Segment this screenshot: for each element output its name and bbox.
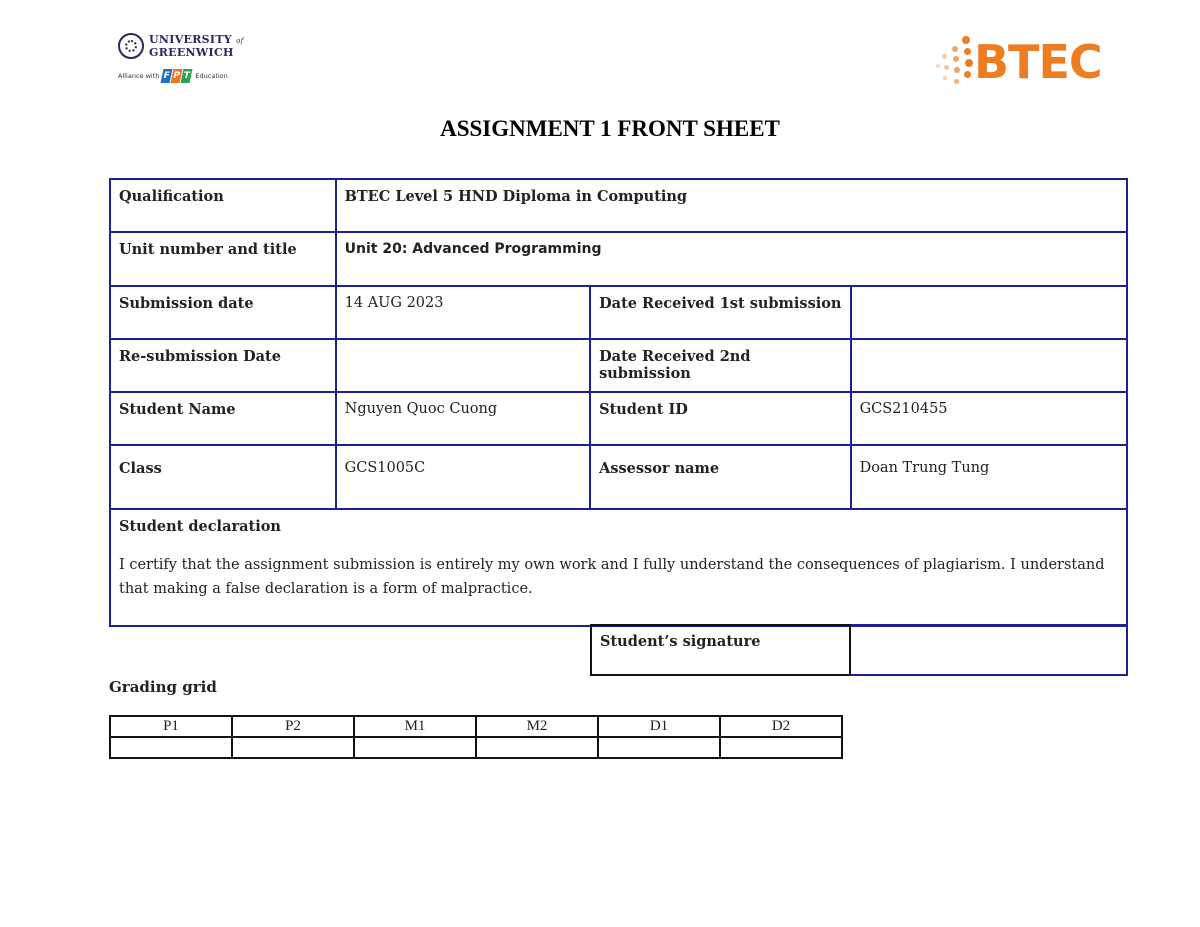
grade-header-d1: D1 bbox=[598, 716, 720, 737]
grade-cell-m2[interactable] bbox=[476, 737, 598, 758]
declaration-title: Student declaration bbox=[119, 518, 281, 535]
grading-header-row bbox=[110, 716, 842, 737]
grade-header-m2: M2 bbox=[476, 716, 598, 737]
date-received-2-value[interactable] bbox=[851, 339, 1127, 392]
grade-cell-d2[interactable] bbox=[720, 737, 842, 758]
signature-label: Student’s signature bbox=[590, 624, 851, 676]
grade-header-p2: P2 bbox=[232, 716, 354, 737]
table-row bbox=[110, 232, 1127, 286]
front-sheet-table bbox=[109, 178, 1128, 627]
assessor-value[interactable]: Doan Trung Tung bbox=[851, 445, 1127, 509]
grade-header-p1: P1 bbox=[110, 716, 232, 737]
signature-row bbox=[590, 624, 1128, 676]
date-received-1-label: Date Received 1st submission bbox=[590, 286, 850, 339]
declaration-row bbox=[110, 509, 1127, 626]
grade-cell-d1[interactable] bbox=[598, 737, 720, 758]
student-id-value[interactable]: GCS210455 bbox=[851, 392, 1127, 445]
grade-header-m1: M1 bbox=[354, 716, 476, 737]
university-of-greenwich-logo bbox=[118, 33, 248, 97]
unit-value: Unit 20: Advanced Programming bbox=[336, 232, 1127, 286]
logo-greenwich-text: GREENWICH bbox=[149, 45, 234, 59]
grade-header-d2: D2 bbox=[720, 716, 842, 737]
grading-grid-table bbox=[109, 715, 843, 759]
submission-date-label: Submission date bbox=[110, 286, 336, 339]
student-name-value[interactable]: Nguyen Quoc Cuong bbox=[336, 392, 590, 445]
date-received-2-label: Date Received 2nd submission bbox=[590, 339, 850, 392]
submission-date-value[interactable]: 14 AUG 2023 bbox=[336, 286, 590, 339]
grade-cell-p1[interactable] bbox=[110, 737, 232, 758]
signature-field[interactable] bbox=[851, 624, 1128, 676]
grading-grid-title: Grading grid bbox=[109, 678, 217, 696]
class-value[interactable]: GCS1005C bbox=[336, 445, 590, 509]
page-title: ASSIGNMENT 1 FRONT SHEET bbox=[440, 116, 780, 141]
table-row bbox=[110, 339, 1127, 392]
table-row bbox=[110, 392, 1127, 445]
class-label: Class bbox=[110, 445, 336, 509]
greenwich-emblem-icon bbox=[118, 33, 144, 59]
table-row bbox=[110, 445, 1127, 509]
assessor-label: Assessor name bbox=[590, 445, 850, 509]
table-row bbox=[110, 286, 1127, 339]
logo-university-text: UNIVERSITY bbox=[149, 32, 232, 46]
fpt-letter-t: T bbox=[182, 71, 192, 81]
grade-cell-m1[interactable] bbox=[354, 737, 476, 758]
resubmission-date-value[interactable] bbox=[336, 339, 590, 392]
unit-label: Unit number and title bbox=[110, 232, 336, 286]
qualification-label: Qualification bbox=[110, 179, 336, 232]
student-declaration bbox=[110, 509, 1127, 626]
alliance-suffix: Education bbox=[195, 72, 228, 80]
resubmission-date-label: Re-submission Date bbox=[110, 339, 336, 392]
btec-dots-icon bbox=[936, 34, 978, 90]
student-id-label: Student ID bbox=[590, 392, 850, 445]
qualification-value: BTEC Level 5 HND Diploma in Computing bbox=[336, 179, 1127, 232]
grade-cell-p2[interactable] bbox=[232, 737, 354, 758]
logo-of-text: of bbox=[236, 36, 244, 45]
fpt-logo-icon bbox=[162, 69, 192, 83]
fpt-letter-f: F bbox=[162, 71, 172, 81]
fpt-alliance bbox=[118, 69, 248, 83]
declaration-text: I certify that the assignment submission is entirely my own work and I fully understand the consequences of plagiarism. I understand that making a false declaration is a form of malpractice. bbox=[119, 557, 1105, 597]
table-row bbox=[110, 179, 1127, 232]
btec-wordmark: BTEC bbox=[974, 35, 1102, 89]
alliance-prefix: Alliance with bbox=[118, 72, 160, 80]
grading-value-row bbox=[110, 737, 842, 758]
fpt-letter-p: P bbox=[172, 71, 182, 81]
student-name-label: Student Name bbox=[110, 392, 336, 445]
btec-logo bbox=[936, 34, 1126, 90]
date-received-1-value[interactable] bbox=[851, 286, 1127, 339]
